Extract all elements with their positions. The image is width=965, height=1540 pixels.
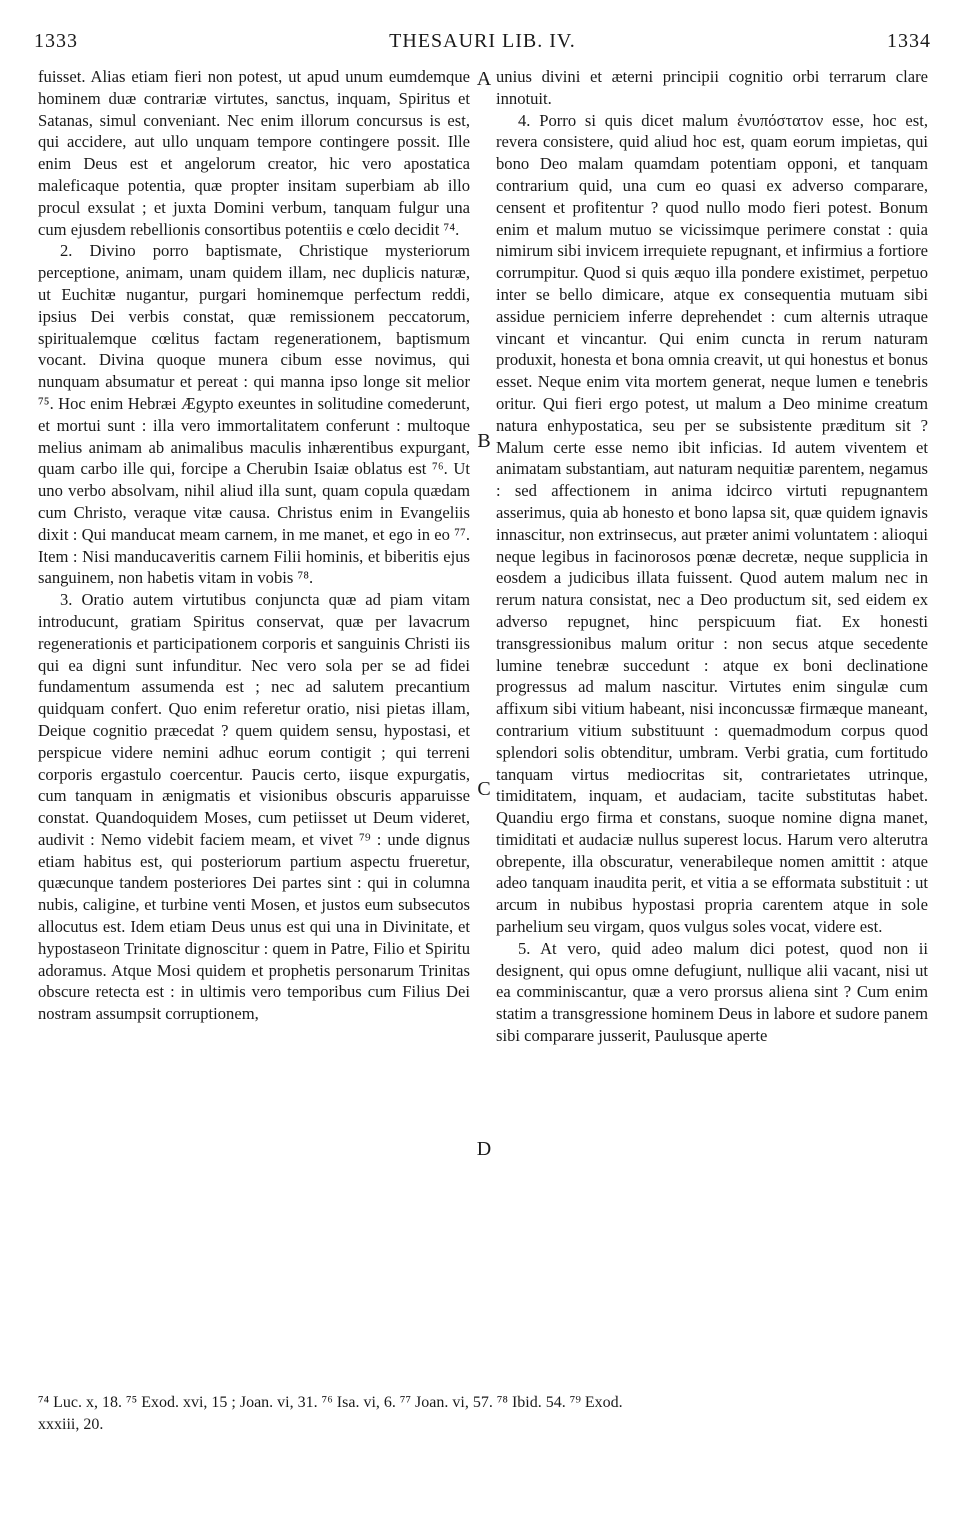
margin-letter-d: D <box>476 1138 492 1160</box>
left-column <box>38 66 470 1025</box>
paragraph: fuisset. Alias etiam fieri non potest, ut apud unum eumdemque hominem duæ contrariæ virtutes, sanctus, inquam, Spiritus et Satanas, simul conveniant. Nec enim illorum concursus is est, qui accidere, aut ullo unquam tempore contingere possit. Ille enim Deus est et angelorum creator, hic vero apostatica maleficaque potentia, quæ propter insitam superbiam ab illo procul exsulat ; et juxta Domini verbum, tanquam fulgur una cum ejusdem rebellionis consortibus potentiis e cœlo decidit ⁷⁴. <box>38 67 470 239</box>
footnote-line: xxxiii, 20. <box>38 1416 104 1433</box>
margin-letter-a: A <box>476 68 492 90</box>
paragraph: 5. At vero, quid adeo malum dici potest, quod non ii designent, qui opus omne defugiunt, nullique alii vacant, nisi ut ea comminiscantur, quæ a vero prorsus aliena sint ? Cum enim statim a transgressione hominem Deus in labore et sudore panem sibi comparare jusserit, Paulusque aperte <box>496 938 928 1046</box>
right-column <box>496 66 928 1047</box>
footnotes <box>38 1392 931 1436</box>
margin-letter-c: C <box>477 778 491 800</box>
page-number-left: 1333 <box>34 30 78 52</box>
running-header <box>34 30 931 62</box>
footnote-line: ⁷⁴ Luc. x, 18. ⁷⁵ Exod. xvi, 15 ; Joan. vi, 31. ⁷⁶ Isa. vi, 6. ⁷⁷ Joan. vi, 57. ⁷⁸ Ibid. 54. ⁷⁹ Exod. <box>38 1394 623 1411</box>
paragraph: 2. Divino porro baptismate, Christique mysteriorum perceptione, animam, unam quidem illam, nec duplicis naturæ, ut Euchitæ nugantur, purgari hominemque perfectum reddi, ipsius Dei verbis constat, quæ remissionem peccatorum, spiritualemque cœlitus factam regenerationem, baptismum vocant. Divina quoque munera cibum esse novimus, qui nunquam absumatur et pereat : qui manna ipso longe sit melior ⁷⁵. Hoc enim Hebræi Ægypto exeuntes in solitudine comederunt, et mortui sunt : illa vero immortalitatem conferunt : multoque melius animam ab animalibus maculis inhærentibus expurgant, quam carbo ille qui, forcipe a Cherubin Isaiæ oblatus est ⁷⁶. Ut uno verbo absolvam, nihil aliud illa sunt, quam copula quædam cum Christo, veraque vitæ causa. Christus enim in Evangeliis dixit : Qui manducat meam carnem, in me manet, et ego in eo ⁷⁷. Item : Nisi manducaveritis carnem Filii hominis, et biberitis ejus sanguinem, non habetis vitam in vobis ⁷⁸. <box>38 241 470 588</box>
running-title: THESAURI LIB. IV. <box>389 30 576 52</box>
page-number-right: 1334 <box>887 30 931 52</box>
paragraph: 3. Oratio autem virtutibus conjuncta quæ ad piam vitam introducunt, gratiam Spiritus conservat, quæ per lavacrum regenerationis et participationem corporis et sanguinis Christi iis qui ea digni sunt infunditur. Nec vero sola per se ad fidei fundamentum assumenda est ; nec ad salutem precantium quidquam confert. Quo enim referetur oratio, nisi pietas illam, Deique cognitio præcedat ? quem quidem sensu, hypostasi, et perspicue videre nemini adhuc eorum contigit ; qui terreni corporis ergastulo coercentur. Paucis certo, iisque expurgatis, cum tanquam in ænigmatis et visionibus obscuris apparuisse constat. Quandoquidem Moses, cum petiisset ut Deum videret, audivit : Nemo videbit faciem meam, et vivet ⁷⁹ : unde dignus etiam habitus est, qui posteriorum partium aspectu frueretur, quæcunque tandem posteriores Dei partes sint : qui in columna nubis, caligine, et turbine venti Mosen, et justos eum subsecutos allocutus est. Idem etiam Deus unus est qui una in Divinitate, et hypostaseon Trinitate dignoscitur : quem in Patre, Filio et Spiritu adoramus. Atque Mosi quidem et prophetis personarum Trinitas obscure retecta est : in ultimis vero temporibus cum Filius Dei nostram assumpsit corruptionem, <box>38 590 470 1024</box>
margin-letter-b: B <box>477 430 491 452</box>
paragraph: unius divini et æterni principii cognitio orbi terrarum clare innotuit. <box>496 67 928 108</box>
paragraph: 4. Porro si quis dicet malum ἐνυπόστατον esse, hoc est, revera consistere, quid aliud hoc est, quam eorum impietas, qui bono Deo malam quamdam potentiam opponi, et tanquam contrarium quid, una cum eo quasi ex adverso comparare, censent et profitentur ? quod nullo modo fieri potest. Bonum enim et malum mutuo se vicissimque perimere constat : quia nimirum sibi invicem irrequiete repugnant, et infirmius a fortiore corrumpitur. Quod si quis æquo illa pondere existimet, perpetuo inter se bello dimicare, atque ex consequentia mutuam sibi assidue perniciem inferre deprehendet : cum alternis utraque vincant et vincantur. Qui enim cuncta in rerum naturam produxit, honesta et bona omnia creavit, ut qui honestus et bonus esset. Neque enim vita mortem generat, neque lumen e tenebris oritur. Qui fieri ergo potest, ut malum a Deo minime creatum natura enhypostatica, seu per se subsistente præditum sit ? Malum certe esse nemo ibit inficias. Id autem viventem et animatam substantiam, aut naturam nequitiæ parentem, negamus : sed affectionem in anima idcirco virtuti repugnantem asserimus, quia ab honesto et bono lapsa sit, quæ quidem ignavis innascitur, non extrinsecus, aut præter animi voluntatem : alioqui neque legibus in facinorosos pœnæ decretæ, neque supplicia in eosdem a judicibus illata fuissent. Quod autem malum nec in rerum natura consistat, nec a Deo productum sit, sed eidem ex adverso repugnet, hinc perspicuum fiat. Ex honesti transgressionibus malum oritur : non secus atque secedente lumine tenebræ succedunt : atque ex boni declinatione progressus ad malum nascitur. Virtutes enim singulæ cum affixum sibi vitium habeant, nisi inconcussæ firmæque maneant, contrarium vitium substituunt : quemadmodum corpus quod splendori solis obtenditur, umbram. Verbi gratia, cum fortitudo tanquam virtus mediocritas sit, contrarietates utrinque, timiditatem, inquam, et audaciam, tacite substitutas habet. Quandiu ergo firma et constans, suoque nomine digna manet, timiditati et audaciæ nullus superest locus. Harum vero alterutra obrepente, illa obscuratur, venerabileque nomen amittit : atque adeo tanquam inaudita perit, et vitia a se efformata substituit : ut arcum in nubibus hypostasi propria carentem atque in sole parhelium seu virgam, quos vulgus soles vocat, videre est. <box>496 110 928 937</box>
